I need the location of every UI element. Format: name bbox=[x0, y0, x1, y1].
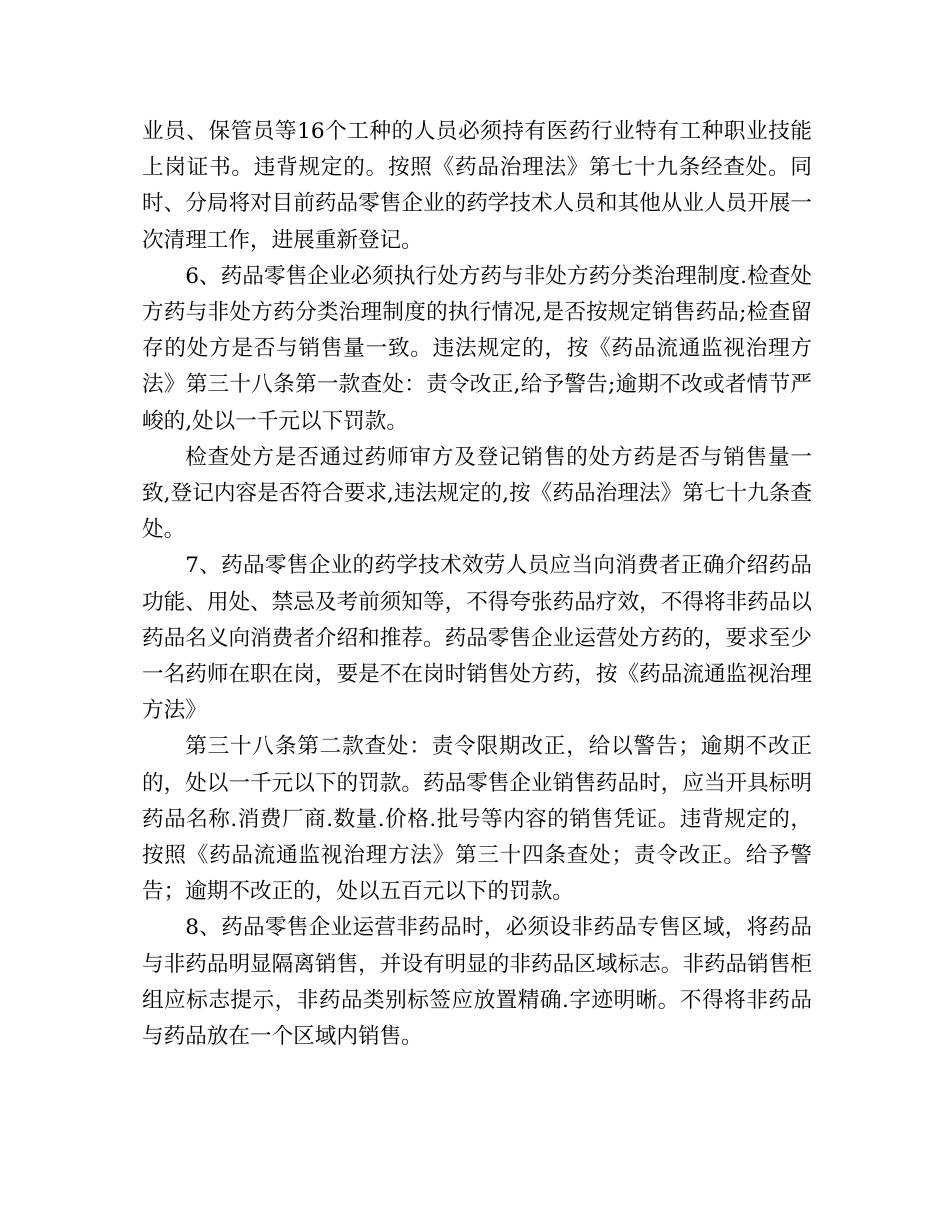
paragraph-item-8: 8、药品零售企业运营非药品时，必须设非药品专售区域，将药品与非药品明显隔离销售，并设有明显的非药品区域标志。非药品销售柜组应标志提示，非药品类别标签应放置精确.字迹明晰。不得将非药品与药品放在一个区域内销售。 bbox=[142, 915, 812, 1050]
paragraph-item-6: 6、药品零售企业必须执行处方药与非处方药分类治理制度.检查处方药与非处方药分类治理制度的执行情况,是否按规定销售药品;检查留存的处方是否与销售量一致。违法规定的，按《药品流通监视治理方法》第三十八条第一款查处：责令改正,给予警告;逾期不改或者情节严峻的,处以一千元以下罚款。 bbox=[142, 263, 812, 434]
paragraph-prescription-check: 检查处方是否通过药师审方及登记销售的处方药是否与销售量一致,登记内容是否符合要求,违法规定的,按《药品治理法》第七十九条查处。 bbox=[142, 444, 812, 543]
paragraph-item-7: 7、药品零售企业的药学技术效劳人员应当向消费者正确介绍药品功能、用处、禁忌及考前须知等，不得夸张药品疗效，不得将非药品以药品名义向消费者介绍和推荐。药品零售企业运营处方药的，要求至少一名药师在职在岗，要是不在岗时销售处方药，按《药品流通监视治理方法》 bbox=[142, 553, 812, 724]
document-body bbox=[142, 114, 812, 1055]
paragraph-continued: 业员、保管员等16个工种的人员必须持有医药行业特有工种职业技能上岗证书。违背规定的。按照《药品治理法》第七十九条经查处。同时、分局将对目前药品零售企业的药学技术人员和其他从业人员开展一次清理工作，进展重新登记。 bbox=[142, 119, 812, 253]
paragraph-article-38: 第三十八条第二款查处：责令限期改正，给以警告；逾期不改正的，处以一千元以下的罚款。药品零售企业销售药品时，应当开具标明药品名称.消费厂商.数量.价格.批号等内容的销售凭证。违背规定的，按照《药品流通监视治理方法》第三十四条查处；责令改正。给予警告；逾期不改正的，处以五百元以下的罚款。 bbox=[142, 734, 812, 905]
